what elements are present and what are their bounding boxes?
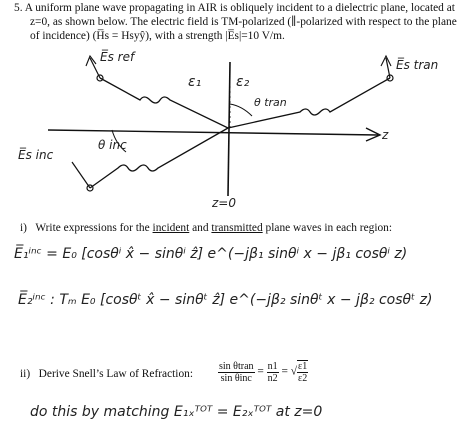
part-i-label: i) <box>20 222 27 234</box>
reflected-field-label: E̅s ref <box>100 50 135 64</box>
transmitted-field-answer: E̅₂ⁱⁿᶜ : Tₘ E₀ [cosθᵗ x̂ − sinθᵗ ẑ] e^(−jβ₂ sinθᵗ x − jβ₂ cosθᵗ z) <box>18 292 433 308</box>
theta-tran-label: θ tran <box>254 96 287 109</box>
snell-index-numerator: n1 <box>267 360 278 372</box>
problem-text-1: A uniform plane wave propagating in AIR is obliquely incident to a dielectric plane, located at <box>24 2 455 14</box>
part-i-transmitted-word: transmitted <box>211 222 263 234</box>
part-ii-text: Derive Snell’s Law of Refraction: <box>38 368 194 380</box>
snell-permittivity-numerator: ε1 <box>298 361 308 372</box>
interface-z0-label: z=0 <box>212 196 236 210</box>
problem-text-3b: ), with a strength <box>145 30 223 42</box>
incident-ray <box>90 128 228 188</box>
epsilon-1-label: ε₁ <box>188 74 202 90</box>
part-ii-prompt <box>20 368 193 381</box>
e-field-strength: |E̅s|=10 V/m. <box>225 30 285 42</box>
part-i-text-b: plane waves in each region: <box>265 222 393 234</box>
reflected-e-vector <box>90 58 100 78</box>
snell-permittivity-denominator: ε2 <box>298 373 308 384</box>
z-axis-label: z <box>382 128 389 142</box>
incident-field-label: E̅s inc <box>18 148 54 162</box>
snell-law-equation: $\frac{\text{sin θtran}}{\text{sin θinc}}$ = $\frac{n1}{n2}$ = √ $\frac{\varepsilon 1}{\varepsilon 2}$ <box>219 360 308 384</box>
transmitted-field-label: E̅s tran <box>396 58 439 72</box>
problem-line-2: z=0, as shown below. The electric field is TM-polarized (∥-polarized with respect to the plane <box>30 16 457 28</box>
theta-inc-label: θ inc <box>98 138 127 152</box>
problem-number: 5. <box>14 2 23 14</box>
reflected-ray <box>100 78 228 128</box>
part-ii-label: ii) <box>20 368 31 380</box>
snell-sine-numerator: sin θtran <box>219 360 254 372</box>
epsilon-2-label: ε₂ <box>236 74 250 90</box>
part-i-text-and: and <box>192 222 209 234</box>
part-i-incident-word: incident <box>152 222 190 234</box>
z-axis-line <box>48 130 378 135</box>
part-i-text-a: Write expressions for the <box>35 222 150 234</box>
snell-sine-denominator: sin θinc <box>220 372 252 384</box>
part-i-prompt <box>20 222 392 235</box>
h-field-expression: H̅s = Hsyŷ <box>96 30 146 42</box>
snell-sine-fraction <box>218 361 255 384</box>
transmitted-angle-arc <box>230 104 252 116</box>
incident-e-vector <box>72 162 90 188</box>
incident-field-answer: E̅₁ⁱⁿᶜ = E₀ [cosθⁱ x̂ − sinθⁱ ẑ] e^(−jβ₁ sinθⁱ x − jβ₁ cosθⁱ z) <box>14 246 408 262</box>
snell-permittivity-fraction <box>297 360 308 384</box>
transmitted-ray <box>228 78 390 128</box>
snell-index-denominator: n2 <box>267 372 278 384</box>
snell-index-fraction <box>267 361 279 384</box>
problem-text-3a: of incidence) ( <box>30 30 97 42</box>
snell-derivation-answer: do this by matching E₁ₓᵀᴼᵀ = E₂ₓᵀᴼᵀ at z=0 <box>30 404 323 420</box>
